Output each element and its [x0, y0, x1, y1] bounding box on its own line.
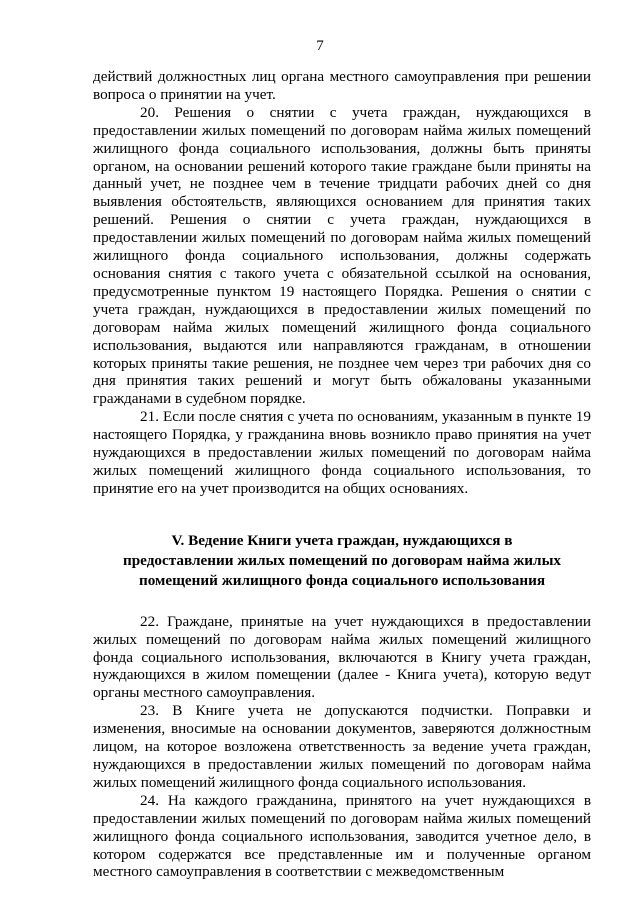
section-heading-line: предоставлении жилых помещений по договорам найма жилых — [122, 551, 562, 569]
paragraph-item-24: 24. На каждого гражданина, принятого на учет нуждающихся в предоставлении жилых помещений по договорам найма жилых помещений жилищного фонда социального использования, заводится учетное дело, в котором содержатся все представленные им и полученные органом местного самоуправления в соответствии с межведомственным — [93, 791, 591, 881]
section-heading — [93, 531, 591, 591]
document-body — [93, 68, 591, 881]
page-number: 7 — [316, 38, 324, 54]
paragraph-continuation: действий должностных лиц органа местного самоуправления при решении вопроса о принятии на учет. — [93, 68, 591, 103]
section-heading-line: помещений жилищного фонда социального использования — [138, 571, 546, 589]
paragraph-item-21: 21. Если после снятия с учета по основаниям, указанным в пункте 19 настоящего Порядка, у гражданина вновь возникло право принятия на учет нуждающихся в предоставлении жилых помещений по договорам найма жилых помещений жилищного фонда социального использования, то принятие его на учет производится на общих основаниях. — [93, 408, 591, 497]
paragraph-item-23: 23. В Книге учета не допускаются подчистки. Поправки и изменения, вносимые на основании документов, заверяются должностным лицом, на которое возложена ответственность за ведение учета граждан, нуждающихся в предоставлении жилых помещений по договорам найма жилых помещений жилищного фонда социального использования. — [93, 702, 591, 791]
paragraph-item-20: 20. Решения о снятии с учета граждан, нуждающихся в предоставлении жилых помещений по договорам найма жилых помещений жилищного фонда социального использования, должны быть приняты органом, на основании решений которого такие граждане были приняты на данный учет, не позднее чем в течение тридцати рабочих дней со дня выявления обстоятельств, являющихся основанием для принятия таких решений. Решения о снятии с учета граждан, нуждающихся в предоставлении жилых помещений по договорам найма жилых помещений жилищного фонда социального использования, должны содержать основания снятия с такого учета с обязательной ссылкой на основания, предусмотренные пунктом 19 настоящего Порядка. Решения о снятии с учета граждан, нуждающихся в предоставлении жилых помещений по договорам найма жилых помещений жилищного фонда социального использования, выдаются или направляются гражданам, в отношении которых приняты такие решения, не позднее чем через три рабочих дня со дня принятия таких решений и могут быть обжалованы указанными гражданами в судебном порядке. — [93, 103, 591, 408]
paragraph-item-22: 22. Граждане, принятые на учет нуждающихся в предоставлении жилых помещений по договорам найма жилых помещений жилищного фонда социального использования, включаются в Книгу учета граждан, нуждающихся в жилом помещении (далее - Книга учета), которую ведут органы местного самоуправления. — [93, 612, 591, 702]
section-heading-line: V. Ведение Книги учета граждан, нуждающихся в — [171, 531, 513, 549]
